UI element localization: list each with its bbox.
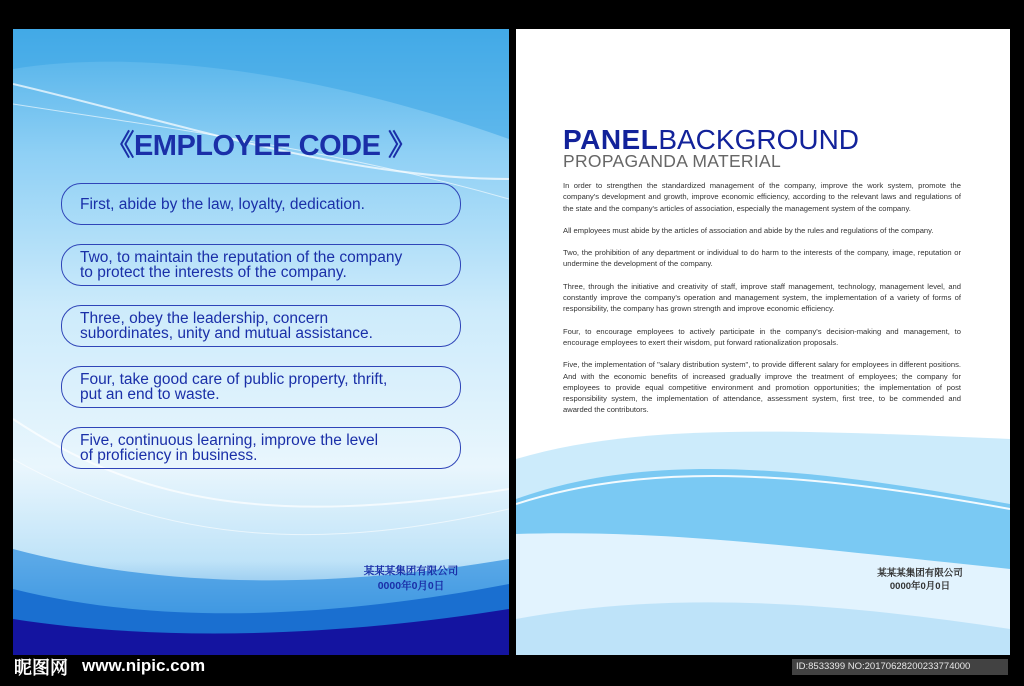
employee-code-title: 《EMPLOYEE CODE 》 xyxy=(105,130,417,162)
code-item-line: put an end to waste. xyxy=(80,386,220,403)
nipic-url: www.nipic.com xyxy=(82,656,206,675)
image-id-label: ID:8533399 NO:20170628200233774000 xyxy=(792,659,1008,675)
body-paragraph: Two, the prohibition of any department or individual to do harm to the interests of the company, image, reputation or undermine the development of the company. xyxy=(563,248,961,269)
code-item-line: Five, continuous learning, improve the level xyxy=(80,432,379,449)
employee-code-panel xyxy=(13,29,509,655)
body-paragraph: Four, to encourage employees to actively participate in the company's decision-making and management, to encourage employees to exert their wisdom, put forward rationalization proposals. xyxy=(563,326,961,347)
code-item-1 xyxy=(61,183,461,225)
code-item-line: to protect the interests of the company. xyxy=(80,264,347,281)
code-item-2 xyxy=(61,244,461,286)
code-item-line: subordinates, unity and mutual assistance. xyxy=(80,325,373,342)
code-item-line: Three, obey the leadership, concern xyxy=(80,310,329,327)
company-date: 0000年0月0日 xyxy=(377,580,445,592)
company-date: 0000年0月0日 xyxy=(889,581,951,592)
company-name: 某某某集团有限公司 xyxy=(877,568,963,579)
code-item-3 xyxy=(61,305,461,347)
body-paragraph: In order to strengthen the standardized management of the company, improve the work system, promote the company's development and growth, improve economic efficiency, according to the relevant laws and regulations of the state and the company's articles of association, especially the management system of the company. xyxy=(563,181,961,213)
code-item-line: Two, to maintain the reputation of the company xyxy=(80,249,403,266)
code-item-line: of proficiency in business. xyxy=(80,447,258,464)
body-paragraph: Five, the implementation of "salary distribution system", to provide different salary for employees in different positions. And with the economic benefits of increased gradually improve the treatment of employees; the company for employees to provide equal competitive environment and promotion opportunities; the implementation of post responsibility system, the implementation of attendance, assessment system, first tree, to be commended and awarded the contributors. xyxy=(563,360,961,415)
panel-title-rest: BACKGROUND xyxy=(658,124,860,155)
panel-title-bold: PANEL xyxy=(563,124,659,155)
company-name: 某某某集团有限公司 xyxy=(363,565,459,577)
code-item-4 xyxy=(61,366,461,408)
panel-background-page xyxy=(516,29,1010,655)
nipic-logo: 昵图网 xyxy=(14,658,68,678)
code-item-5 xyxy=(61,427,461,469)
body-paragraph: All employees must abide by the articles of association and abide by the rules and regulations of the company. xyxy=(563,225,934,235)
body-text xyxy=(563,180,961,427)
panel-subtitle: PROPAGANDA MATERIAL xyxy=(563,151,782,171)
code-item-line: Four, take good care of public property, thrift, xyxy=(80,371,388,388)
left-company-block xyxy=(356,564,466,594)
body-paragraph: Three, through the initiative and creativity of staff, improve staff management, technology, management level, and constantly improve the company's operation and management system, the implementation of a variety of forms of responsibility, the company has grown strength and improve economic efficiency. xyxy=(563,281,961,314)
right-company-block xyxy=(872,567,968,593)
code-item-line: First, abide by the law, loyalty, dedication. xyxy=(80,195,365,213)
